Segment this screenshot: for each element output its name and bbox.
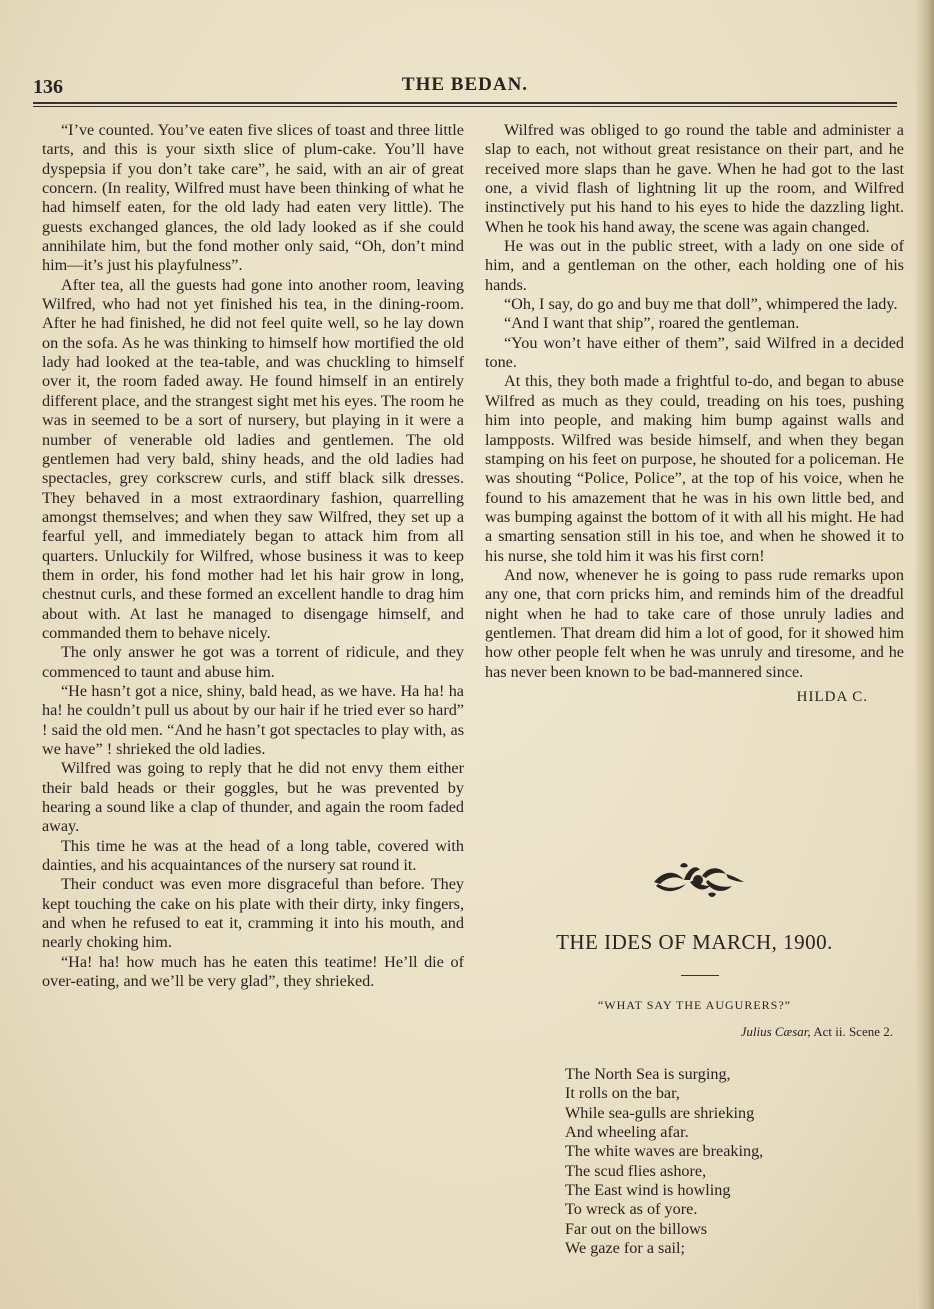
epigraph-source <box>485 1024 893 1040</box>
poem-line: The East wind is howling <box>565 1181 731 1200</box>
paragraph: “He hasn’t got a nice, shiny, bald head, as we have. Ha ha! ha ha! he couldn’t pull us about by our hair if he tried ever so hard” ! said the old men. “And he hasn’t got spectacles to play with, as we have” ! shrieked the old ladies. <box>42 681 464 758</box>
epigraph-source-work: Julius Cæsar, <box>740 1024 811 1039</box>
paragraph: “You won’t have either of them”, said Wilfred in a decided tone. <box>485 333 904 372</box>
poem-line: To wreck as of yore. <box>565 1200 698 1219</box>
page-header <box>33 70 897 100</box>
poem-line: While sea-gulls are shrieking <box>565 1103 755 1122</box>
paragraph: The only answer he got was a torrent of ridicule, and they commenced to taunt and abuse him. <box>42 643 464 681</box>
running-title: THE BEDAN. <box>401 74 529 95</box>
paragraph: After tea, all the guests had gone into another room, leaving Wilfred, who had not yet finished his tea, in the dining-room. After he had finished, he did not feel quite well, so he lay down on the sofa. As he was thinking to himself how mortified the old lady had looked at the tea-table, and was chuckling to himself over it, the room faded away. He found himself in an entirely different place, and the strangest sight met his eyes. The room he was in seemed to be a sort of nursery, but playing in it were a number of venerable old ladies and gentlemen. The old gentlemen had very bald, shiny heads, and the old ladies had spectacles, grey corkscrew curls, and stiff black silk dresses. They behaved in a most extraordinary fashion, quarrelling amongst themselves; and when they saw Wilfred, they set up a fearful yell, and immediately began to attack him from all quarters. Unluckily for Wilfred, whose business it was to keep them in order, his fond mother had let his hair grow in long, chestnut curls, and these formed an excellent handle to drag him about with. At last he managed to disengage himself, and commanded them to behave nicely. <box>42 275 464 642</box>
paragraph: “And I want that ship”, roared the gentleman. <box>504 314 800 333</box>
paragraph: Their conduct was even more disgraceful than before. They kept touching the cake on his plate with their dirty, inky fingers, and when he refused to eat it, cramming it into his mouth, and nearly choking him. <box>42 875 464 952</box>
floral-ornament-icon <box>650 860 746 900</box>
poem-line: And wheeling afar. <box>565 1123 689 1142</box>
poem-line: We gaze for a sail; <box>565 1239 686 1258</box>
paragraph: Wilfred was obliged to go round the table and administer a slap to each, not without great resistance on their part, and he received more slaps than he gave. When he had got to the last one, a vivid flash of lightning lit up the room, and Wilfred instinctively put his hand to his eyes to hide the dazzling light. When he took his hand away, the scene was again changed. <box>485 121 904 236</box>
header-rule-thin <box>33 106 897 107</box>
poem-line: Far out on the billows <box>565 1219 708 1238</box>
paragraph: “I’ve counted. You’ve eaten five slices of toast and three little tarts, and this is your sixth slice of plum-cake. You’ll have dyspepsia if you don’t take care”, he said, with an air of great concern. (In reality, Wilfred must have been thinking of what he had himself eaten, for the old lady had eaten very little). The guests exchanged glances, the old lady looked as if she could annihilate him, but the fond mother only said, “Oh, don’t mind him—it’s just his playfulness”. <box>42 121 464 275</box>
page-number: 136 <box>33 76 63 98</box>
poem-epigraph: “WHAT SAY THE AUGURERS?” <box>597 998 791 1012</box>
poem-line: The scud flies ashore, <box>565 1161 707 1180</box>
poem-line: It rolls on the bar, <box>565 1084 680 1103</box>
paragraph: “Ha! ha! how much has he eaten this teatime! He’ll die of over-eating, and we’ll be very glad”, they shrieked. <box>42 952 464 991</box>
poem-body <box>565 1065 895 1258</box>
paragraph: He was out in the public street, with a lady on one side of him, and a gentleman on the other, each holding one of his hands. <box>485 237 904 294</box>
poem-line: The white waves are breaking, <box>565 1142 764 1161</box>
left-column <box>42 121 464 991</box>
paragraph: “Oh, I say, do go and buy me that doll”, whimpered the lady. <box>504 295 898 314</box>
paragraph: This time he was at the head of a long table, covered with dainties, and his acquaintances of the nursery sat round it. <box>42 836 464 875</box>
paragraph: Wilfred was going to reply that he did not envy them either their bald heads or their goggles, but he was prevented by hearing a sound like a clap of thunder, and again the room faded away. <box>42 759 464 836</box>
paragraph: At this, they both made a frightful to-do, and began to abuse Wilfred as much as they could, treading on his toes, pushing him into people, and making him bump against walls and lampposts. Wilfred was beside himself, and when they began stamping on his feet on purpose, he shouted for a policeman. He was shouting “Police, Police”, at the top of his voice, when he found to his amazement that he was in his own little bed, and was bumping against the bottom of it with all his might. He had a smarting sensation still in his toe, and when he showed it to his nurse, she told him it was his first corn! <box>485 372 904 565</box>
poem-title-rule <box>681 975 719 976</box>
epigraph-source-ref: Act ii. Scene 2. <box>813 1024 893 1039</box>
right-column <box>485 121 904 707</box>
poem-line: The North Sea is surging, <box>565 1065 731 1083</box>
paragraph: And now, whenever he is going to pass rude remarks upon any one, that corn pricks him, and reminds him of the dreadful night when he had to take care of those unruly ladies and gentlemen. That dream did him a lot of good, for it showed him how other people felt when he was unruly and tiresome, and he has never been known to be bad-mannered since. <box>485 565 904 681</box>
poem-title: THE IDES OF MARCH, 1900. <box>556 930 833 954</box>
header-rule-thick <box>33 102 897 104</box>
author-signature: HILDA C. <box>796 688 868 705</box>
page-edge <box>916 0 934 1309</box>
